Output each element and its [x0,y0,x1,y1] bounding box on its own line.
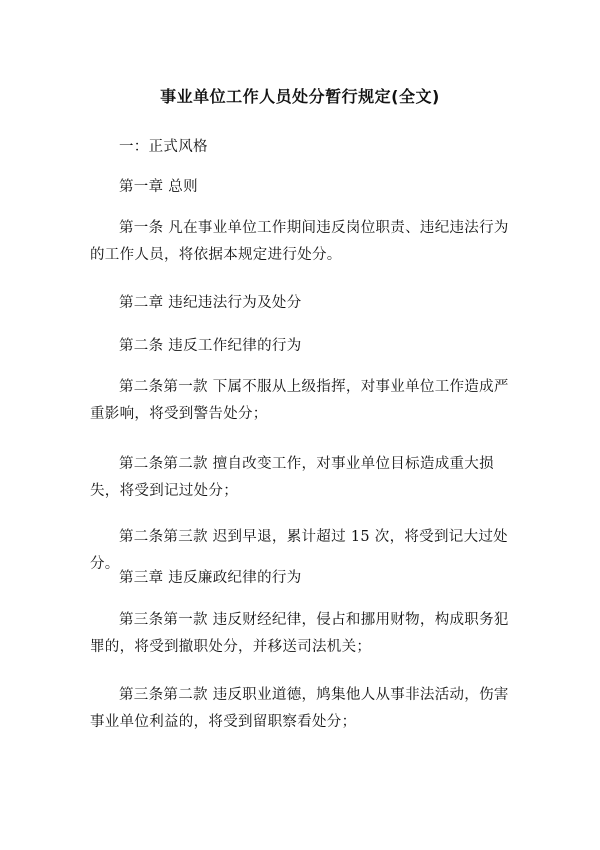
paragraph-article-3-clause-1: 第三条第一款 违反财经纪律，侵占和挪用财物，构成职务犯罪的，将受到撤职处分，并移送司法机关； [90,612,509,655]
document-title: 事业单位工作人员处分暂行规定(全文) [160,87,440,106]
paragraph-chapter-3: 第三章 违反廉政纪律的行为 [119,570,302,586]
paragraph-article-3-clause-2: 第三条第二款 违反职业道德，鸠集他人从事非法活动，伤害事业单位利益的，将受到留职察看处分； [90,687,509,730]
paragraph-style: 一：正式风格 [119,139,208,155]
paragraph-chapter-1: 第一章 总则 [119,179,198,195]
paragraph-chapter-2: 第二章 违纪违法行为及处分 [119,295,302,311]
paragraph-article-2-clause-2: 第二条第二款 擅自改变工作，对事业单位目标造成重大损失，将受到记过处分； [90,456,494,499]
paragraph-article-2-clause-3: 第二条第三款 迟到早退，累计超过 15 次，将受到记大过处分。 [90,529,508,572]
paragraph-article-1: 第一条 凡在事业单位工作期间违反岗位职责、违纪违法行为的工作人员，将依据本规定进行处分。 [90,220,509,263]
paragraph-article-2-clause-1: 第二条第一款 下属不服从上级指挥，对事业单位工作造成严重影响，将受到警告处分； [90,379,509,422]
paragraph-article-2: 第二条 违反工作纪律的行为 [119,338,302,354]
